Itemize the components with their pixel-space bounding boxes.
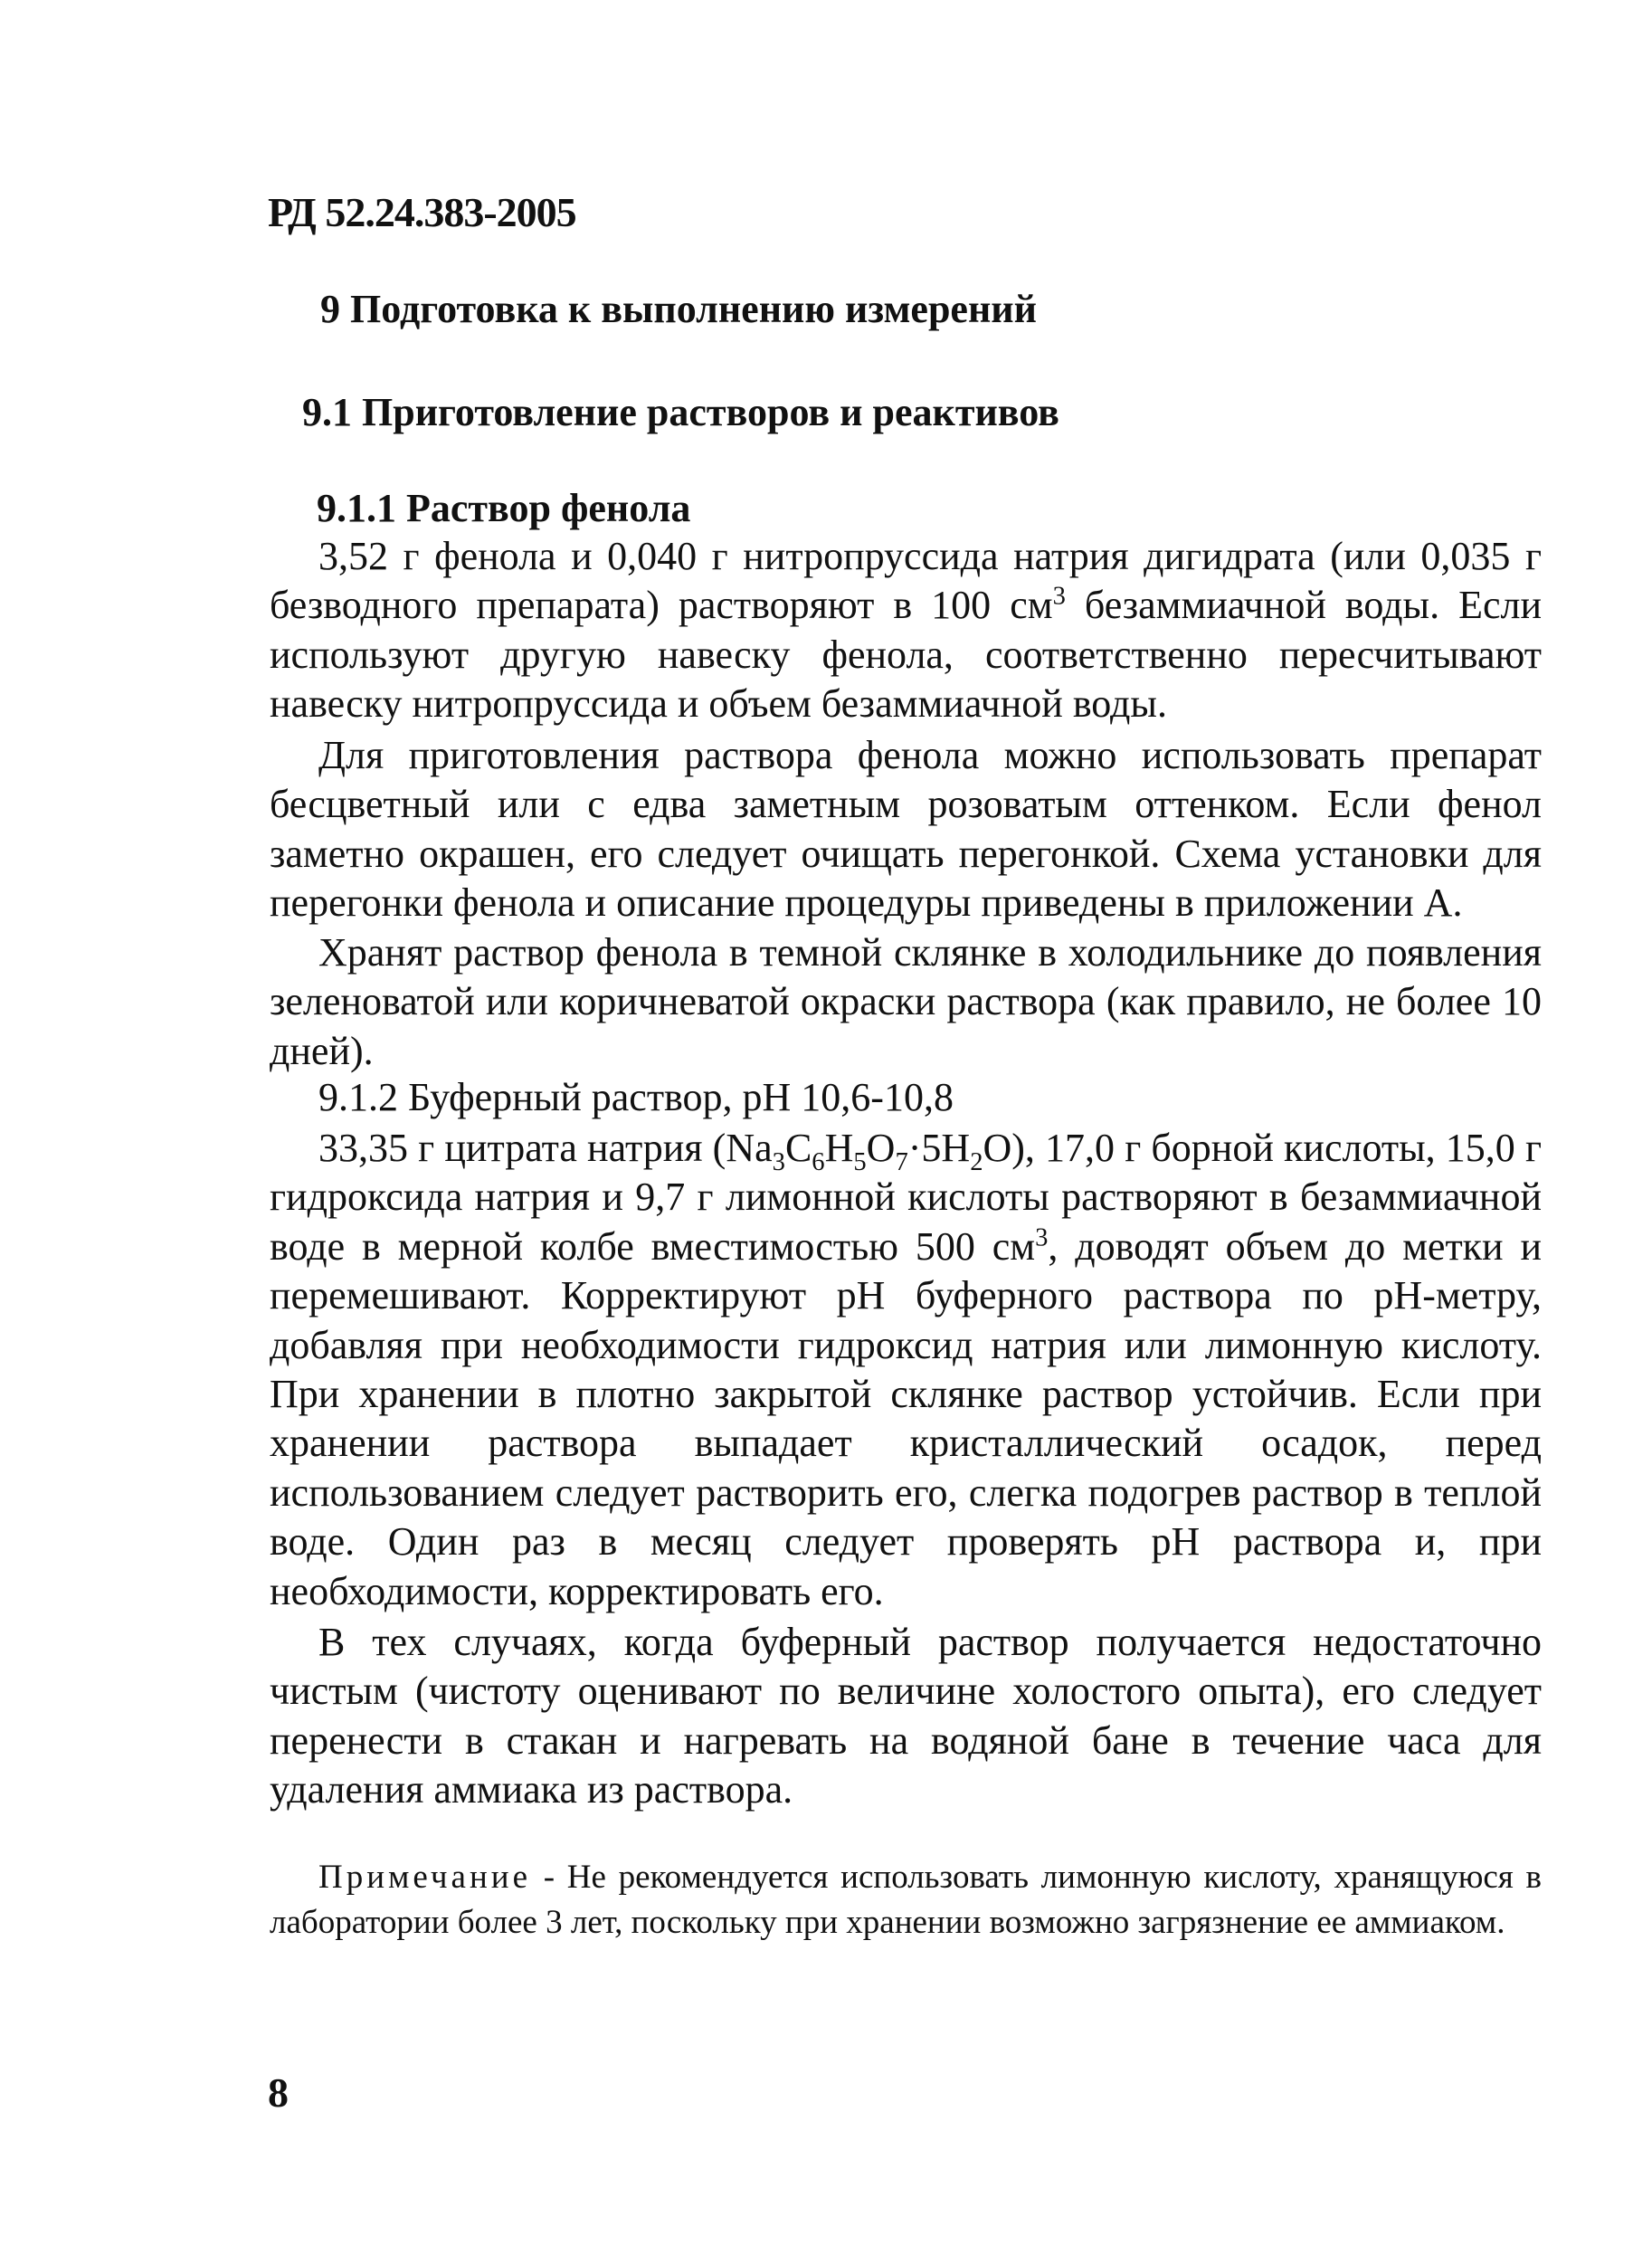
- subsection-heading: 9.1 Приготовление растворов и реактивов: [302, 390, 1059, 434]
- paragraph-text: В тех случаях, когда буферный раствор получается недостаточно чистым (чистоту оценивают по величине холостого опыта), его следует перенести в стакан и нагревать на водяной бане в течение часа для удаления аммиака из раствора.: [270, 1620, 1542, 1812]
- subscript: 5: [853, 1147, 867, 1176]
- paragraph-text: Для приготовления раствора фенола можно использовать препарат бесцветный или с едва заметным розоватым оттенком. Если фенол заметно окрашен, его следует очищать перегонкой. Схема установки для перегонки фенола и описание процедуры приведены в приложении А.: [270, 733, 1542, 926]
- formula-part: ·5H: [907, 1126, 971, 1170]
- paragraph-text: 9.1.2 Буферный раствор, pH 10,6-10,8: [318, 1075, 954, 1119]
- paragraph-text: Хранят раствор фенола в темной склянке в холодильнике до появления зеленоватой или коричневатой окраски раствора (как правило, не более 10 дней).: [270, 930, 1542, 1073]
- subscript: 3: [772, 1147, 785, 1176]
- paragraph-buffer-purification: [270, 1618, 1542, 1815]
- subscript: 7: [895, 1147, 908, 1176]
- subscript: 2: [970, 1147, 983, 1176]
- paragraph-text: O), 17,0 г борной кислоты, 15,0 г гидроксида натрия и 9,7 г лимонной кислоты растворяют в безаммиачной воде в мерной колбе вместимостью 500 см: [270, 1126, 1542, 1269]
- buffer-solution-heading: [270, 1073, 1542, 1122]
- note-text: - Не рекомендуется использовать лимонную кислоту, хранящуюся в лаборатории более 3 лет, поскольку при хранении возможно загрязнение ее аммиаком.: [270, 1859, 1542, 1941]
- superscript: 3: [1035, 1223, 1049, 1252]
- formula-part: O: [866, 1126, 896, 1170]
- paragraph-phenol-purity: [270, 731, 1542, 928]
- paragraph-text: 3,52 г фенола и 0,040 г нитропруссида натрия дигидрата (или 0,035 г безводного препарата) растворяют в 100 см: [270, 534, 1542, 628]
- document-code: РД 52.24.383-2005: [268, 189, 576, 235]
- formula-part: H: [824, 1126, 854, 1170]
- section-heading: 9 Подготовка к выполнению измерений: [320, 287, 1037, 331]
- superscript: 3: [1052, 582, 1066, 611]
- subsubsection-heading: 9.1.1 Раствор фенола: [317, 486, 691, 530]
- paragraph-text: , доводят объем до метки и перемешивают. Корректируют pH буферного раствора по pH-метру, добавляя при необходимости гидроксид натрия или лимонную кислоту. При хранении в плотно закрытой склянке раствор устойчив. Если при хранении раствора выпадает кристаллический осадок, перед использованием следует растворить его, слегка подогрев раствор в теплой воде. Один раз в месяц следует проверять pH раствора и, при необходимости, корректировать его.: [270, 1223, 1542, 1613]
- paragraph-phenol-storage: [270, 928, 1542, 1076]
- paragraph-phenol-solution: [270, 532, 1542, 729]
- subscript: 6: [812, 1147, 825, 1176]
- formula-part: C: [784, 1126, 812, 1170]
- note-block: [270, 1855, 1542, 1945]
- note-label: Примечание: [318, 1859, 531, 1896]
- paragraph-buffer-preparation: [270, 1124, 1542, 1616]
- paragraph-text: безаммиачной воды. Если используют другую навеску фенола, соответственно пересчитывают навеску нитропруссида и объем безаммиачной воды.: [270, 583, 1542, 727]
- page-number: 8: [268, 2069, 289, 2116]
- paragraph-text: 33,35 г цитрата натрия (Na: [318, 1126, 773, 1170]
